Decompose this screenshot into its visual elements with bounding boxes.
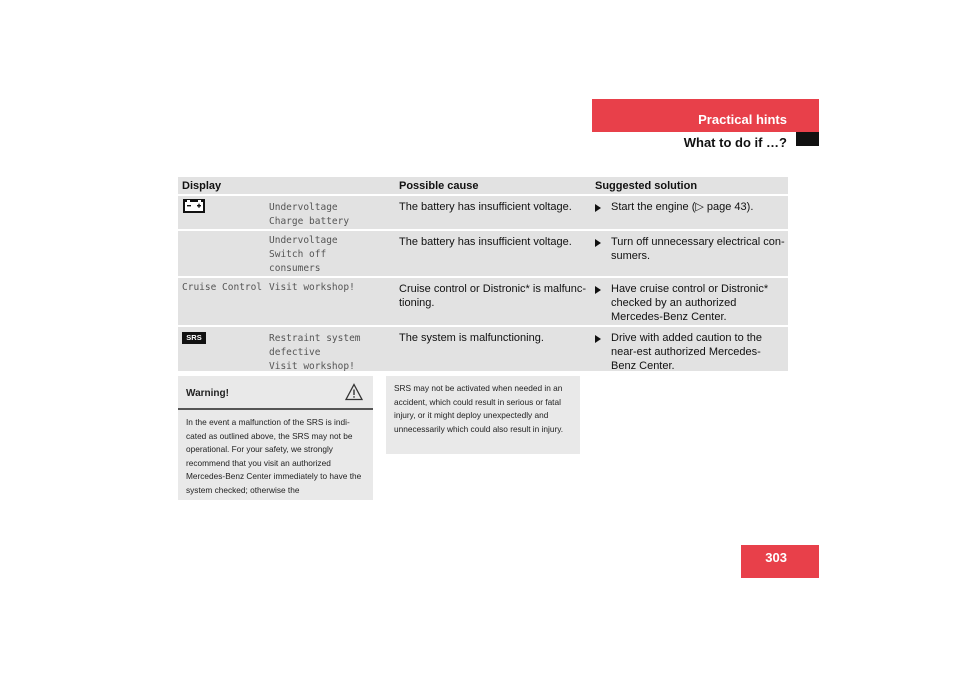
table-header [178,177,788,194]
cause-cell: The system is malfunctioning. [399,332,544,344]
cause-cell: The battery has insufficient voltage. [399,236,572,248]
solution-cell: Have cruise control or Distronic* checked by an authorized Mercedes-Benz Center. [611,283,769,323]
bullet-arrow-icon [595,204,601,212]
subsection-title: What to do if …? [683,135,787,150]
solution-cell: Start the engine (▷ page 43). [611,201,754,213]
header-marker [796,132,819,146]
bullet-arrow-icon [595,286,601,294]
display-message: Undervoltage Charge battery [269,202,350,227]
warning-box [178,376,373,500]
display-message: Restraint system defective Visit workshop! [269,333,361,372]
table-row [178,229,788,276]
bullet-arrow-icon [595,335,601,343]
table-row [178,325,788,371]
display-messages-table [178,177,788,371]
section-header [592,99,819,132]
table-row [178,194,788,229]
col-cause: Possible cause [399,180,479,192]
warning-triangle-icon [345,383,363,401]
battery-icon [183,199,205,213]
section-title: Practical hints [698,112,787,127]
srs-icon: SRS [182,332,206,344]
warning-text-right: SRS may not be activated when needed in an accident, which could result in serious or fatal injury, or it might deploy unexpectedly and unnecessarily which could also result in injury. [394,383,564,434]
display-symbol: Cruise Control [182,282,263,293]
warning-title: Warning! [186,388,229,399]
warning-divider [178,408,373,410]
solution-cell: Drive with added caution to the near-est authorized Mercedes-Benz Center. [611,332,763,372]
bullet-arrow-icon [595,239,601,247]
page-number: 303 [765,550,787,565]
cause-cell: Cruise control or Distronic* is malfunc-tioning. [399,283,587,309]
display-message: Visit workshop! [269,282,355,293]
warning-text-left: In the event a malfunction of the SRS is indi-cated as outlined above, the SRS may not be operational. For your safety, we strongly recommend that you visit an authorized Mercedes-Benz Center immediately to have the system checked; otherwise the [186,417,362,495]
table-row [178,276,788,325]
warning-continuation-box [386,376,580,454]
solution-cell: Turn off unnecessary electrical con-sumers. [611,236,785,262]
cause-cell: The battery has insufficient voltage. [399,201,572,213]
col-display: Display [182,180,222,192]
col-solution: Suggested solution [595,180,698,192]
page-number-box [741,545,819,578]
display-message: Undervoltage Switch off consumers [269,235,338,274]
